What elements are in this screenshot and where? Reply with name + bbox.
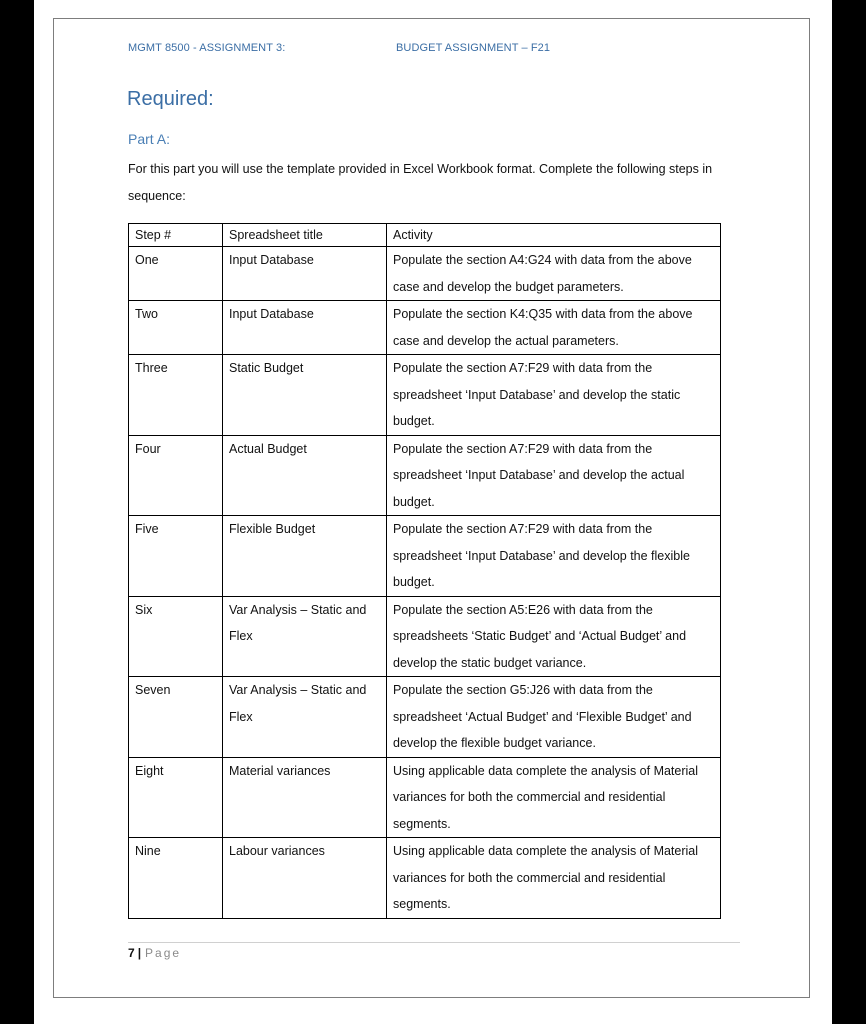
table-row <box>129 301 721 355</box>
header-spreadsheet-title: Spreadsheet title <box>223 224 387 247</box>
intro-paragraph: For this part you will use the template provided in Excel Workbook format. Complete the following steps in sequence: <box>128 162 713 203</box>
cell-spreadsheet-title: Var Analysis – Static and Flex <box>223 677 387 758</box>
table-row <box>129 516 721 597</box>
cell-activity: Using applicable data complete the analysis of Material variances for both the commercial and residential segments. <box>387 757 721 838</box>
table-row <box>129 757 721 838</box>
cell-step: Three <box>129 355 223 436</box>
cell-activity: Populate the section G5:J26 with data from the spreadsheet ‘Actual Budget’ and ‘Flexible Budget’ and develop the flexible budget variance. <box>387 677 721 758</box>
cell-spreadsheet-title: Actual Budget <box>223 435 387 516</box>
cell-spreadsheet-title: Var Analysis – Static and Flex <box>223 596 387 677</box>
cell-step: Two <box>129 301 223 355</box>
cell-spreadsheet-title: Input Database <box>223 247 387 301</box>
table-row <box>129 355 721 436</box>
table-row <box>129 247 721 301</box>
cell-spreadsheet-title: Labour variances <box>223 838 387 919</box>
table-row <box>129 677 721 758</box>
cell-step: Eight <box>129 757 223 838</box>
header-assignment: BUDGET ASSIGNMENT – F21 <box>396 42 551 54</box>
cell-spreadsheet-title: Input Database <box>223 301 387 355</box>
cell-step: One <box>129 247 223 301</box>
table-row <box>129 596 721 677</box>
part-heading: Part A: <box>128 131 171 147</box>
cell-step: Four <box>129 435 223 516</box>
cell-activity: Populate the section A4:G24 with data from the above case and develop the budget parameters. <box>387 247 721 301</box>
cell-activity: Populate the section K4:Q35 with data from the above case and develop the actual parameters. <box>387 301 721 355</box>
cell-activity: Populate the section A7:F29 with data from the spreadsheet ‘Input Database’ and develop the actual budget. <box>387 435 721 516</box>
cell-step: Six <box>129 596 223 677</box>
page-footer <box>128 946 181 960</box>
cell-step: Seven <box>129 677 223 758</box>
section-heading: Required: <box>127 88 214 110</box>
cell-step: Five <box>129 516 223 597</box>
footer-divider <box>128 942 740 943</box>
page-number: 7 <box>128 946 135 960</box>
cell-spreadsheet-title: Material variances <box>223 757 387 838</box>
cell-activity: Using applicable data complete the analysis of Material variances for both the commercial and residential segments. <box>387 838 721 919</box>
cell-spreadsheet-title: Static Budget <box>223 355 387 436</box>
footer-separator: | <box>137 946 142 960</box>
header-course: MGMT 8500 - ASSIGNMENT 3: <box>128 42 286 54</box>
cell-step: Nine <box>129 838 223 919</box>
table-row <box>129 435 721 516</box>
table-header-row <box>129 224 721 247</box>
header-activity: Activity <box>387 224 721 247</box>
steps-table <box>128 223 721 919</box>
header-step: Step # <box>129 224 223 247</box>
page-label: Page <box>145 946 182 960</box>
cell-spreadsheet-title: Flexible Budget <box>223 516 387 597</box>
cell-activity: Populate the section A7:F29 with data from the spreadsheet ‘Input Database’ and develop the static budget. <box>387 355 721 436</box>
cell-activity: Populate the section A5:E26 with data from the spreadsheets ‘Static Budget’ and ‘Actual Budget’ and develop the static budget variance. <box>387 596 721 677</box>
table-row <box>129 838 721 919</box>
cell-activity: Populate the section A7:F29 with data from the spreadsheet ‘Input Database’ and develop the flexible budget. <box>387 516 721 597</box>
